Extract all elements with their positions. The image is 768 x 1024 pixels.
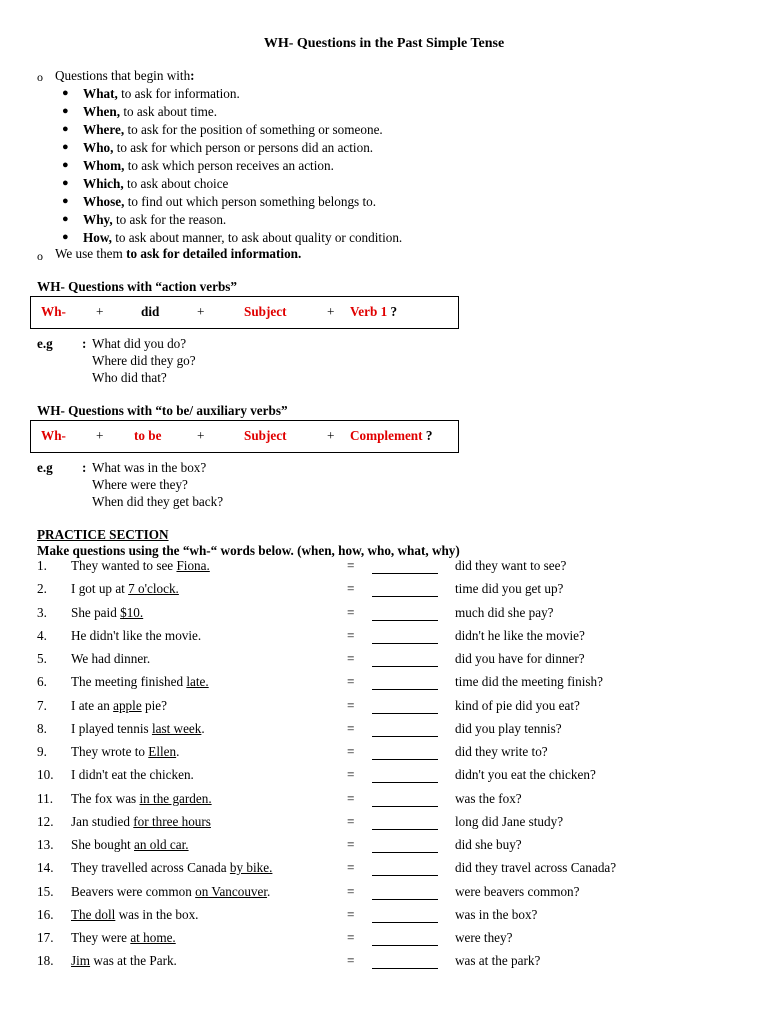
sentence-underlined: Jim xyxy=(71,953,91,968)
wh-word: Which, xyxy=(83,176,124,191)
wh-word: Whose, xyxy=(83,194,125,209)
sentence-text: She paid xyxy=(71,605,121,620)
wh-word: When, xyxy=(83,104,121,119)
sentence-text-end: pie? xyxy=(141,698,167,713)
example-sentence: When did they get back? xyxy=(92,494,224,509)
practice-sentence xyxy=(71,628,201,644)
formula-plus: + xyxy=(327,304,335,319)
wh-word: How, xyxy=(83,230,112,245)
answer-blank[interactable] xyxy=(372,838,438,853)
equals-sign: = xyxy=(347,814,355,829)
wh-description: to ask for the reason. xyxy=(112,212,227,227)
practice-number: 16. xyxy=(37,907,54,922)
question-completion: didn't he like the movie? xyxy=(455,628,585,643)
question-completion: was the fox? xyxy=(455,791,522,806)
bullet-icon: ● xyxy=(62,105,69,117)
bullet-icon: ● xyxy=(62,123,69,135)
equals-sign: = xyxy=(347,884,355,899)
example-colon: : xyxy=(82,336,87,351)
sentence-text: The fox was xyxy=(71,791,140,806)
answer-blank[interactable] xyxy=(372,908,438,923)
answer-blank[interactable] xyxy=(372,675,438,690)
practice-number: 4. xyxy=(37,628,47,643)
sentence-underlined: late. xyxy=(186,674,209,689)
sentence-text: They were xyxy=(71,930,131,945)
question-completion: did they travel across Canada? xyxy=(455,860,617,875)
example-label: e.g xyxy=(37,460,53,475)
wh-description: to ask about choice xyxy=(123,176,229,191)
sentence-underlined: by bike. xyxy=(229,860,273,875)
question-completion: did you play tennis? xyxy=(455,721,562,736)
wh-word: Where, xyxy=(83,122,125,137)
equals-sign: = xyxy=(347,581,355,596)
question-completion: time did you get up? xyxy=(455,581,564,596)
practice-number: 6. xyxy=(37,674,47,689)
sentence-underlined: last week xyxy=(151,721,202,736)
practice-number: 18. xyxy=(37,953,54,968)
question-completion: were they? xyxy=(455,930,513,945)
practice-sentence xyxy=(71,791,212,807)
sentence-text: We had dinner. xyxy=(71,651,151,666)
practice-sentence xyxy=(71,930,176,946)
equals-sign: = xyxy=(347,930,355,945)
equals-sign: = xyxy=(347,605,355,620)
intro-usage-bold: to ask for detailed information. xyxy=(126,246,302,261)
sentence-underlined: an old car. xyxy=(134,837,189,852)
answer-blank[interactable] xyxy=(372,768,438,783)
formula-plus: + xyxy=(197,428,205,443)
equals-sign: = xyxy=(347,907,355,922)
sentence-text: Beavers were common xyxy=(71,884,196,899)
practice-number: 11. xyxy=(37,791,53,806)
sentence-underlined: 7 o'clock. xyxy=(128,581,179,596)
example-sentence: Where were they? xyxy=(92,477,188,492)
sentence-text: I didn't eat the chicken. xyxy=(71,767,194,782)
practice-sentence xyxy=(71,674,209,690)
wh-description: to ask which person receives an action. xyxy=(124,158,334,173)
equals-sign: = xyxy=(347,767,355,782)
example-label: e.g xyxy=(37,336,53,351)
equals-sign: = xyxy=(347,791,355,806)
sentence-text: They wrote to xyxy=(71,744,149,759)
list-item xyxy=(83,86,240,102)
wh-description: to find out which person something belongs to. xyxy=(124,194,377,209)
formula-subject: Subject xyxy=(244,428,287,443)
practice-sentence xyxy=(71,860,272,876)
practice-sentence xyxy=(71,558,210,574)
wh-description: to ask about manner, to ask about quality or condition. xyxy=(111,230,403,245)
formula-verb xyxy=(350,304,397,320)
sentence-text-end: was in the box. xyxy=(115,907,199,922)
answer-blank[interactable] xyxy=(372,606,438,621)
practice-sentence xyxy=(71,907,198,923)
sentence-underlined: in the garden. xyxy=(139,791,212,806)
sentence-underlined: at home. xyxy=(130,930,176,945)
formula-plus: + xyxy=(96,428,104,443)
list-item xyxy=(83,104,217,120)
equals-sign: = xyxy=(347,860,355,875)
intro-usage-text: We use them xyxy=(55,246,127,261)
list-item xyxy=(83,230,402,246)
wh-word: Who, xyxy=(83,140,114,155)
answer-blank[interactable] xyxy=(372,885,438,900)
formula-complement-text: Complement xyxy=(350,428,423,443)
wh-description: to ask for the position of something or someone. xyxy=(124,122,383,137)
answer-blank[interactable] xyxy=(372,582,438,597)
equals-sign: = xyxy=(347,674,355,689)
wh-word: What, xyxy=(83,86,118,101)
bullet-icon: ● xyxy=(62,159,69,171)
practice-number: 7. xyxy=(37,698,47,713)
sentence-text-end: . xyxy=(176,744,180,759)
sentence-text-end: was at the Park. xyxy=(90,953,177,968)
question-completion: much did she pay? xyxy=(455,605,554,620)
sentence-underlined: on Vancouver xyxy=(195,884,268,899)
answer-blank[interactable] xyxy=(372,699,438,714)
formula-complement xyxy=(350,428,432,444)
question-completion: kind of pie did you eat? xyxy=(455,698,580,713)
example-sentence: Where did they go? xyxy=(92,353,196,368)
formula-did: did xyxy=(141,304,160,319)
list-item xyxy=(83,176,228,192)
to-be-formula-box xyxy=(30,420,459,453)
question-completion: did they want to see? xyxy=(455,558,567,573)
practice-instruction: Make questions using the “wh-“ words below. (when, how, who, what, why) xyxy=(37,543,460,558)
equals-sign: = xyxy=(347,628,355,643)
formula-question-mark: ? xyxy=(422,428,433,443)
formula-plus: + xyxy=(197,304,205,319)
practice-sentence xyxy=(71,721,205,737)
action-formula-box xyxy=(30,296,459,329)
intro-lead-colon: : xyxy=(190,68,195,83)
practice-sentence xyxy=(71,581,179,597)
question-completion: was at the park? xyxy=(455,953,541,968)
sentence-underlined: apple xyxy=(113,698,142,713)
practice-number: 5. xyxy=(37,651,47,666)
practice-number: 3. xyxy=(37,605,47,620)
sentence-text: He didn't like the movie. xyxy=(71,628,202,643)
sentence-underlined: $10. xyxy=(120,605,144,620)
list-item xyxy=(83,122,383,138)
intro-lead xyxy=(55,68,195,84)
wh-description: to ask for information. xyxy=(117,86,240,101)
practice-sentence xyxy=(71,814,211,830)
sentence-text: I played tennis xyxy=(71,721,152,736)
bullet-icon: ● xyxy=(62,141,69,153)
sentence-text-end: . xyxy=(201,721,205,736)
page-title: WH- Questions in the Past Simple Tense xyxy=(263,36,505,51)
sentence-text: They travelled across Canada xyxy=(71,860,230,875)
practice-number: 15. xyxy=(37,884,54,899)
sentence-underlined: for three hours xyxy=(133,814,211,829)
sentence-text: She bought xyxy=(71,837,135,852)
question-completion: was in the box? xyxy=(455,907,538,922)
practice-sentence xyxy=(71,953,177,969)
sentence-underlined: Fiona. xyxy=(176,558,210,573)
wh-word: Why, xyxy=(83,212,113,227)
practice-number: 13. xyxy=(37,837,54,852)
practice-number: 1. xyxy=(37,558,47,573)
to-be-heading: WH- Questions with “to be/ auxiliary verbs” xyxy=(37,403,288,418)
sentence-text: I ate an xyxy=(71,698,114,713)
practice-sentence xyxy=(71,605,143,621)
circle-bullet-icon: o xyxy=(37,249,43,263)
formula-subject: Subject xyxy=(244,304,287,319)
practice-number: 8. xyxy=(37,721,47,736)
practice-sentence xyxy=(71,744,179,760)
question-completion: did you have for dinner? xyxy=(455,651,585,666)
practice-number: 2. xyxy=(37,581,47,596)
question-completion: time did the meeting finish? xyxy=(455,674,603,689)
list-item xyxy=(83,158,334,174)
sentence-text: I got up at xyxy=(71,581,129,596)
action-verbs-heading: WH- Questions with “action verbs” xyxy=(37,279,238,294)
sentence-text: Jan studied xyxy=(71,814,134,829)
equals-sign: = xyxy=(347,721,355,736)
practice-number: 9. xyxy=(37,744,47,759)
intro-usage xyxy=(55,246,301,262)
question-completion: were beavers common? xyxy=(455,884,580,899)
sentence-text: The meeting finished xyxy=(71,674,187,689)
bullet-icon: ● xyxy=(62,213,69,225)
question-completion: did they write to? xyxy=(455,744,548,759)
list-item xyxy=(83,194,376,210)
answer-blank[interactable] xyxy=(372,559,438,574)
example-sentence: What was in the box? xyxy=(92,460,207,475)
answer-blank[interactable] xyxy=(372,745,438,760)
bullet-icon: ● xyxy=(62,231,69,243)
question-completion: didn't you eat the chicken? xyxy=(455,767,596,782)
practice-sentence xyxy=(71,837,189,853)
bullet-icon: ● xyxy=(62,87,69,99)
intro-lead-text: Questions that begin with xyxy=(55,68,191,83)
question-completion: did she buy? xyxy=(455,837,522,852)
bullet-icon: ● xyxy=(62,195,69,207)
example-sentence: Who did that? xyxy=(92,370,167,385)
practice-number: 14. xyxy=(37,860,54,875)
answer-blank[interactable] xyxy=(372,629,438,644)
practice-number: 12. xyxy=(37,814,54,829)
answer-blank[interactable] xyxy=(372,722,438,737)
equals-sign: = xyxy=(347,651,355,666)
wh-word: Whom, xyxy=(83,158,125,173)
sentence-underlined: Ellen xyxy=(148,744,177,759)
circle-bullet-icon: o xyxy=(37,70,43,84)
practice-heading: PRACTICE SECTION xyxy=(37,527,169,542)
practice-number: 17. xyxy=(37,930,54,945)
equals-sign: = xyxy=(347,837,355,852)
answer-blank[interactable] xyxy=(372,954,438,969)
answer-blank[interactable] xyxy=(372,815,438,830)
practice-sentence xyxy=(71,884,270,900)
example-sentence: What did you do? xyxy=(92,336,187,351)
formula-plus: + xyxy=(96,304,104,319)
formula-wh: Wh- xyxy=(41,428,66,443)
practice-sentence xyxy=(71,767,194,783)
wh-description: to ask for which person or persons did an action. xyxy=(113,140,374,155)
formula-plus: + xyxy=(327,428,335,443)
formula-verb-text: Verb 1 xyxy=(350,304,388,319)
wh-description: to ask about time. xyxy=(120,104,218,119)
practice-number: 10. xyxy=(37,767,54,782)
equals-sign: = xyxy=(347,698,355,713)
answer-blank[interactable] xyxy=(372,652,438,667)
equals-sign: = xyxy=(347,744,355,759)
list-item xyxy=(83,212,226,228)
formula-to-be: to be xyxy=(134,428,162,443)
answer-blank[interactable] xyxy=(372,792,438,807)
bullet-icon: ● xyxy=(62,177,69,189)
question-completion: long did Jane study? xyxy=(455,814,564,829)
equals-sign: = xyxy=(347,953,355,968)
sentence-text-end: . xyxy=(267,884,271,899)
example-colon: : xyxy=(82,460,87,475)
equals-sign: = xyxy=(347,558,355,573)
answer-blank[interactable] xyxy=(372,861,438,876)
practice-sentence xyxy=(71,698,167,714)
practice-sentence xyxy=(71,651,150,667)
sentence-text: They wanted to see xyxy=(71,558,177,573)
sentence-underlined: The doll xyxy=(71,907,116,922)
formula-wh: Wh- xyxy=(41,304,66,319)
list-item xyxy=(83,140,373,156)
formula-question-mark: ? xyxy=(387,304,398,319)
answer-blank[interactable] xyxy=(372,931,438,946)
